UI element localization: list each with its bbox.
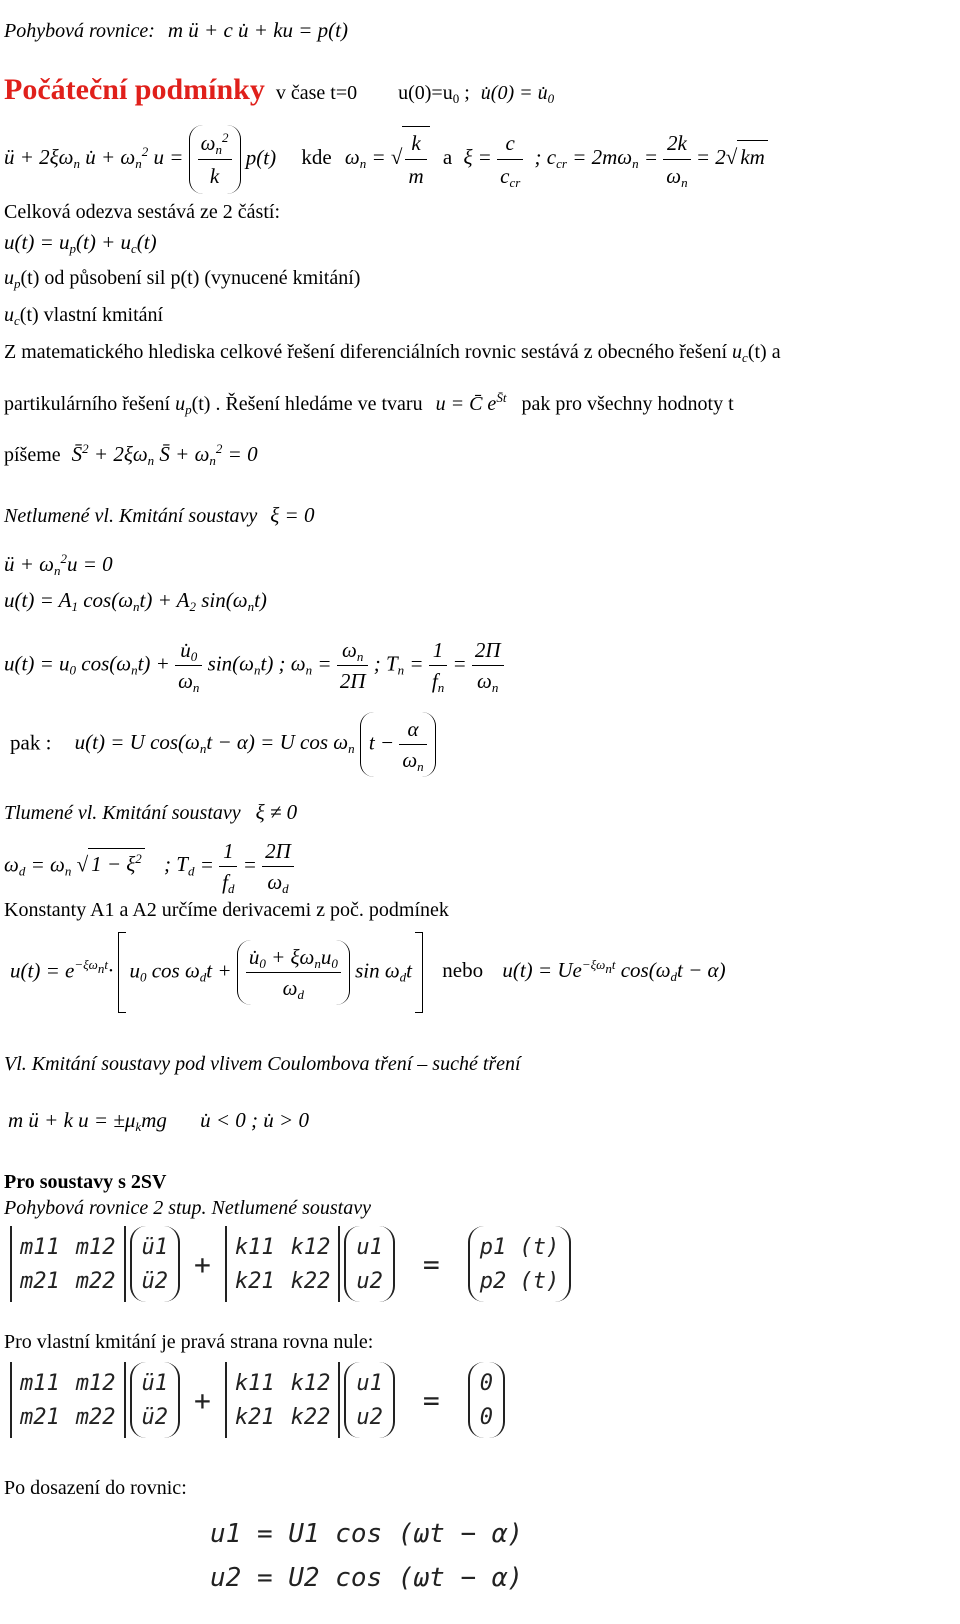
initial-conditions-time: v čase t=0	[275, 82, 358, 104]
response-intro: Celková odezva sestává ze 2 částí:	[4, 201, 280, 223]
characteristic-equation: píšeme S̄$^2$ + $2\xi\omega_n$ S̄ + $\omega_n^2 = 0$	[4, 441, 258, 468]
acceleration-vector: ü1 ü2	[130, 1226, 181, 1302]
initial-conditions-title: Počáteční podmínky	[4, 73, 265, 106]
undamped-title: Netlumené vl. Kmitání soustavy ξ = 0	[4, 503, 315, 527]
free-matrix-equation: m11 m12 m21 m22 ü1 ü2 + k11 k12 k21 k22 u1 u2 = 0 0	[10, 1362, 505, 1438]
motion-label: Pohybová rovnice:	[4, 20, 155, 42]
displacement-vector: u1 u2	[344, 1226, 395, 1302]
acceleration-vector-free: ü1 ü2	[130, 1362, 181, 1438]
solution-paragraph-1: Z matematického hlediska celkové řešení diferenciálních rovnic sestává z obecného řešení $u_c(t)$ a	[4, 341, 781, 365]
motion-equation	[4, 18, 348, 43]
coulomb-title: Vl. Kmitání soustavy pod vlivem Coulombova tření – suché tření	[4, 1053, 521, 1075]
solution-paragraph-2: partikulárního řešení $u_p(t)$ . Řešení hledáme ve tvaru u = C̄ $e^{S̄t}$ pak pro všechny hodnoty t	[4, 390, 734, 417]
initial-conditions	[4, 72, 554, 111]
mass-matrix: m11 m12 m21 m22	[10, 1226, 126, 1302]
damped-title: Tlumené vl. Kmitání soustavy ξ ≠ 0	[4, 800, 298, 824]
free-description: $u_c(t)$ vlastní kmitání	[4, 304, 164, 328]
substitution-u2: u2 = U2 cos (ωt − α)	[210, 1563, 524, 1593]
undamped-amplitude-form: pak : u(t) = U $\cos(\omega_nt - \alpha) = U$ $\cos \omega_n$ t − $\frac{\alpha}{\omega_n}$	[10, 712, 436, 777]
critical-damping: ; $c_{cr} = 2m\omega_n$ = $\frac{2k}{\omega_n}$ = 2√ km	[535, 145, 768, 169]
natural-frequency: $\omega_n$ =	[344, 145, 386, 172]
stiffness-matrix-free: k11 k12 k21 k22	[225, 1362, 341, 1438]
response-sum: $u(t) = u_p(t) + u_c(t)$	[4, 230, 157, 256]
displacement-vector-free: u1 u2	[344, 1362, 395, 1438]
twodof-title: Pro soustavy s 2SV	[4, 1171, 167, 1193]
normalized-equation: ü + $2\xi\omega_n$ u̇ + $\omega_n^2$ u = $\frac{\omega_n^2}{k}$ p(t) kde $\omega_n$ = √ $\frac{k}{m}$ a ξ = $\frac{c}{c_{cr}}$ ; $c_{cr} = 2m\omega_n$ = $\frac{2k}{\omega_n}$ = 2√ km	[4, 125, 768, 194]
force-factor: $\frac{\omega_n^2}{k}$	[189, 125, 241, 194]
zero-vector: 0 0	[468, 1362, 505, 1438]
free-vibration-note: Pro vlastní kmitání je pravá strana rovna nule:	[4, 1331, 374, 1353]
initial-displacement: $u(0)=u_0$	[398, 82, 460, 106]
substitution-equations	[210, 1512, 523, 1600]
initial-velocity: u̇(0) = $u̇_0$	[480, 82, 555, 106]
substitution-u1: u1 = U1 cos (ωt − α)	[210, 1519, 524, 1549]
undamped-equation: ü + $\omega_n^2u = 0$	[4, 551, 113, 578]
substitution-note: Po dosazení do rovnic:	[4, 1477, 187, 1499]
twodof-subtitle: Pohybová rovnice 2 stup. Netlumené soustavy	[4, 1197, 371, 1219]
damping-ratio: ξ = $\frac{c}{c_{cr}}$	[463, 145, 523, 169]
sqrt-k-over-m: √ $\frac{k}{m}$	[391, 145, 430, 169]
undamped-general-solution: $u(t) = A_1$ $\cos(\omega_nt) + A_2$ $\sin(\omega_nt)$	[4, 588, 267, 614]
coulomb-equation: m ü + k $u = \pm\mu_kmg$ u̇ < 0 ; u̇ > 0	[8, 1108, 309, 1134]
damped-solution: $u(t) = e^{-\xi\omega_nt}\cdot u_0$ $\cos \omega_dt$ + $\frac{u̇_0 + \xi\omega_nu_0}{\omega_d}$ $\sin \omega_dt$ nebo $u(t) = Ue^{-\xi\omega_nt}$ $\cos(\omega_dt - \alpha)$	[10, 932, 726, 1013]
stiffness-matrix: k11 k12 k21 k22	[225, 1226, 341, 1302]
kde-label: kde	[301, 145, 332, 170]
damped-frequency: $\omega_d = \omega_n$ √ $1 - \xi^2$ ; $T_d$ = $\frac{1}{f_d}$ = $\frac{2\Pi}{\omega_d}$	[4, 836, 294, 897]
particular-description: $u_p(t)$ od působení sil p(t) (vynucené kmitání)	[4, 267, 361, 291]
mass-matrix-free: m11 m12 m21 m22	[10, 1362, 126, 1438]
force-vector: p1 (t) p2 (t)	[468, 1226, 571, 1302]
undamped-particular-solution: $u(t) = u_0$ $\cos(\omega_nt)$ + $\frac{u̇_0}{\omega_n}$ $\sin(\omega_nt)$ ; $\omega_n$ = $\frac{\omega_n}{2\Pi}$ ; $T_n$ = $\frac{1}{f_n}$ = $\frac{2\Pi}{\omega_n}$	[4, 635, 504, 696]
twodof-matrix-equation: m11 m12 m21 m22 ü1 ü2 + k11 k12 k21 k22 u1 u2 = p1 (t) p2 (t)	[10, 1226, 571, 1302]
initial-separator: ;	[464, 82, 470, 104]
motion-formula: m ü + c u̇ + ku = p(t)	[167, 18, 348, 42]
constants-note: Konstanty A1 a A2 určíme derivacemi z poč. podmínek	[4, 899, 449, 921]
